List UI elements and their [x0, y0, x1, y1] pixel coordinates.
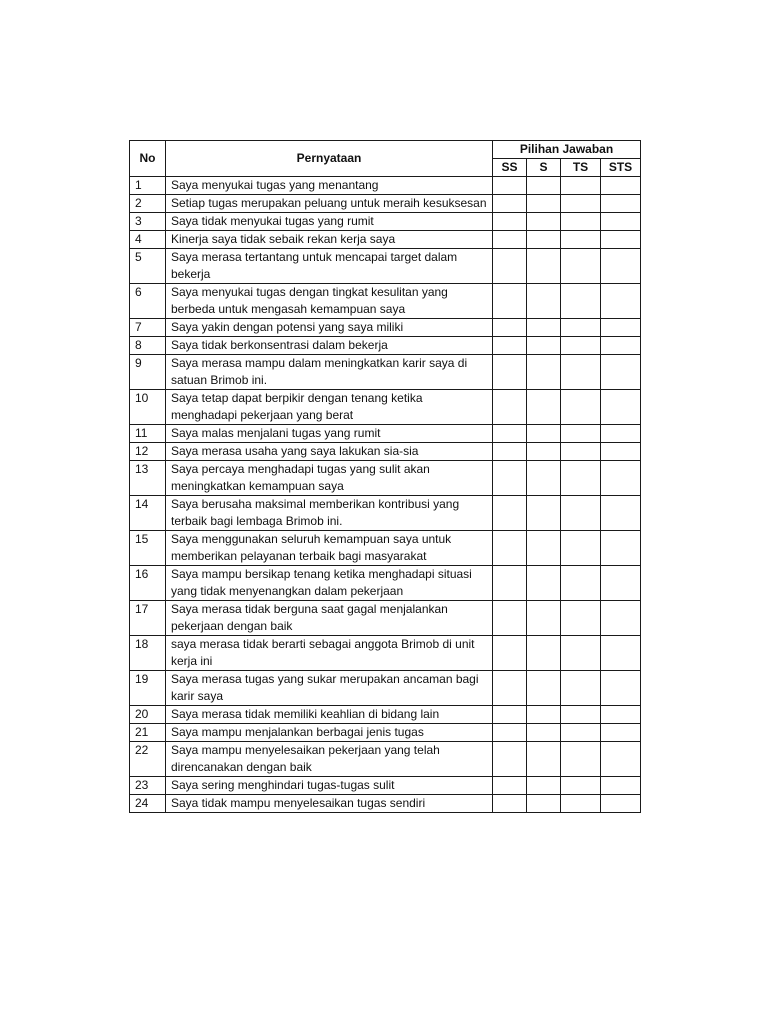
answer-cell-sts[interactable] [601, 319, 641, 337]
answer-cell-ts[interactable] [561, 337, 601, 355]
answer-cell-ss[interactable] [493, 724, 527, 742]
row-number: 18 [130, 636, 166, 671]
header-option-s: S [527, 159, 561, 177]
answer-cell-sts[interactable] [601, 496, 641, 531]
answer-cell-s[interactable] [527, 319, 561, 337]
statement-text: Saya percaya menghadapi tugas yang sulit akan meningkatkan kemampuan saya [166, 461, 493, 496]
answer-cell-ts[interactable] [561, 531, 601, 566]
answer-cell-ts[interactable] [561, 461, 601, 496]
answer-cell-sts[interactable] [601, 284, 641, 319]
answer-cell-ss[interactable] [493, 390, 527, 425]
statement-text: Saya menyukai tugas yang menantang [166, 177, 493, 195]
answer-cell-ss[interactable] [493, 177, 527, 195]
answer-cell-s[interactable] [527, 496, 561, 531]
answer-cell-ts[interactable] [561, 795, 601, 813]
row-number: 22 [130, 742, 166, 777]
statement-text: Saya mampu menjalankan berbagai jenis tugas [166, 724, 493, 742]
table-row [130, 531, 641, 566]
answer-cell-ss[interactable] [493, 636, 527, 671]
answer-cell-s[interactable] [527, 425, 561, 443]
statement-text: Saya merasa tertantang untuk mencapai target dalam bekerja [166, 249, 493, 284]
answer-cell-sts[interactable] [601, 461, 641, 496]
answer-cell-s[interactable] [527, 177, 561, 195]
table-row [130, 443, 641, 461]
table-row [130, 777, 641, 795]
row-number: 19 [130, 671, 166, 706]
statement-text: Saya berusaha maksimal memberikan kontribusi yang terbaik bagi lembaga Brimob ini. [166, 496, 493, 531]
statement-text: saya merasa tidak berarti sebagai anggota Brimob di unit kerja ini [166, 636, 493, 671]
answer-cell-s[interactable] [527, 636, 561, 671]
statement-text: Saya mampu menyelesaikan pekerjaan yang telah direncanakan dengan baik [166, 742, 493, 777]
row-number: 2 [130, 195, 166, 213]
answer-cell-s[interactable] [527, 213, 561, 231]
answer-cell-sts[interactable] [601, 531, 641, 566]
header-statement: Pernyataan [166, 141, 493, 177]
header-option-ss: SS [493, 159, 527, 177]
answer-cell-ts[interactable] [561, 195, 601, 213]
answer-cell-sts[interactable] [601, 177, 641, 195]
answer-cell-ss[interactable] [493, 706, 527, 724]
table-row [130, 390, 641, 425]
answer-cell-ts[interactable] [561, 671, 601, 706]
answer-cell-ss[interactable] [493, 601, 527, 636]
table-row [130, 319, 641, 337]
table-row [130, 636, 641, 671]
answer-cell-ss[interactable] [493, 195, 527, 213]
answer-cell-sts[interactable] [601, 566, 641, 601]
answer-cell-s[interactable] [527, 671, 561, 706]
row-number: 3 [130, 213, 166, 231]
statement-text: Setiap tugas merupakan peluang untuk meraih kesuksesan [166, 195, 493, 213]
answer-cell-sts[interactable] [601, 795, 641, 813]
questionnaire-table [129, 140, 641, 813]
answer-cell-sts[interactable] [601, 443, 641, 461]
table-row [130, 231, 641, 249]
answer-cell-ss[interactable] [493, 337, 527, 355]
table-header [130, 141, 641, 177]
answer-cell-s[interactable] [527, 777, 561, 795]
table-row [130, 249, 641, 284]
answer-cell-s[interactable] [527, 337, 561, 355]
statement-text: Saya tidak menyukai tugas yang rumit [166, 213, 493, 231]
answer-cell-s[interactable] [527, 531, 561, 566]
row-number: 23 [130, 777, 166, 795]
answer-cell-ss[interactable] [493, 742, 527, 777]
answer-cell-ts[interactable] [561, 425, 601, 443]
statement-text: Saya yakin dengan potensi yang saya miliki [166, 319, 493, 337]
row-number: 21 [130, 724, 166, 742]
table-row [130, 795, 641, 813]
answer-cell-sts[interactable] [601, 777, 641, 795]
table-body [130, 177, 641, 813]
answer-cell-ts[interactable] [561, 231, 601, 249]
answer-cell-sts[interactable] [601, 355, 641, 390]
answer-cell-ts[interactable] [561, 601, 601, 636]
answer-cell-ts[interactable] [561, 706, 601, 724]
answer-cell-sts[interactable] [601, 390, 641, 425]
table-row [130, 355, 641, 390]
answer-cell-s[interactable] [527, 231, 561, 249]
answer-cell-sts[interactable] [601, 601, 641, 636]
statement-text: Saya sering menghindari tugas-tugas sulit [166, 777, 493, 795]
answer-cell-sts[interactable] [601, 671, 641, 706]
answer-cell-s[interactable] [527, 706, 561, 724]
questionnaire-sheet [129, 140, 640, 813]
statement-text: Saya merasa tugas yang sukar merupakan ancaman bagi karir saya [166, 671, 493, 706]
row-number: 12 [130, 443, 166, 461]
table-row [130, 724, 641, 742]
header-no: No [130, 141, 166, 177]
answer-cell-ts[interactable] [561, 177, 601, 195]
header-option-ts: TS [561, 159, 601, 177]
row-number: 14 [130, 496, 166, 531]
answer-cell-ss[interactable] [493, 355, 527, 390]
statement-text: Saya tetap dapat berpikir dengan tenang ketika menghadapi pekerjaan yang berat [166, 390, 493, 425]
table-row [130, 742, 641, 777]
header-option-sts: STS [601, 159, 641, 177]
table-row [130, 566, 641, 601]
answer-cell-ss[interactable] [493, 425, 527, 443]
row-number: 4 [130, 231, 166, 249]
answer-cell-sts[interactable] [601, 706, 641, 724]
answer-cell-sts[interactable] [601, 213, 641, 231]
answer-cell-ss[interactable] [493, 795, 527, 813]
statement-text: Saya tidak berkonsentrasi dalam bekerja [166, 337, 493, 355]
answer-cell-s[interactable] [527, 795, 561, 813]
answer-cell-ss[interactable] [493, 249, 527, 284]
answer-cell-ts[interactable] [561, 390, 601, 425]
answer-cell-sts[interactable] [601, 231, 641, 249]
answer-cell-ss[interactable] [493, 496, 527, 531]
table-row [130, 284, 641, 319]
answer-cell-s[interactable] [527, 601, 561, 636]
row-number: 11 [130, 425, 166, 443]
answer-cell-sts[interactable] [601, 337, 641, 355]
answer-cell-ss[interactable] [493, 319, 527, 337]
row-number: 9 [130, 355, 166, 390]
answer-cell-ts[interactable] [561, 443, 601, 461]
row-number: 6 [130, 284, 166, 319]
answer-cell-s[interactable] [527, 390, 561, 425]
answer-cell-sts[interactable] [601, 195, 641, 213]
row-number: 10 [130, 390, 166, 425]
answer-cell-s[interactable] [527, 249, 561, 284]
answer-cell-ts[interactable] [561, 724, 601, 742]
statement-text: Saya tidak mampu menyelesaikan tugas sendiri [166, 795, 493, 813]
table-row [130, 706, 641, 724]
row-number: 8 [130, 337, 166, 355]
answer-cell-ts[interactable] [561, 213, 601, 231]
answer-cell-ts[interactable] [561, 284, 601, 319]
table-row [130, 337, 641, 355]
answer-cell-ts[interactable] [561, 319, 601, 337]
table-row [130, 461, 641, 496]
answer-cell-s[interactable] [527, 461, 561, 496]
answer-cell-ss[interactable] [493, 213, 527, 231]
answer-cell-ss[interactable] [493, 461, 527, 496]
table-row [130, 425, 641, 443]
answer-cell-ts[interactable] [561, 355, 601, 390]
answer-cell-ss[interactable] [493, 284, 527, 319]
table-row [130, 177, 641, 195]
answer-cell-ss[interactable] [493, 566, 527, 601]
row-number: 24 [130, 795, 166, 813]
row-number: 20 [130, 706, 166, 724]
answer-cell-sts[interactable] [601, 742, 641, 777]
answer-cell-s[interactable] [527, 355, 561, 390]
statement-text: Saya menyukai tugas dengan tingkat kesulitan yang berbeda untuk mengasah kemampuan saya [166, 284, 493, 319]
answer-cell-ts[interactable] [561, 777, 601, 795]
header-choice-group: Pilihan Jawaban [493, 141, 641, 159]
answer-cell-ss[interactable] [493, 531, 527, 566]
statement-text: Saya merasa mampu dalam meningkatkan karir saya di satuan Brimob ini. [166, 355, 493, 390]
table-row [130, 496, 641, 531]
answer-cell-s[interactable] [527, 724, 561, 742]
row-number: 15 [130, 531, 166, 566]
answer-cell-sts[interactable] [601, 636, 641, 671]
answer-cell-ss[interactable] [493, 777, 527, 795]
answer-cell-sts[interactable] [601, 249, 641, 284]
answer-cell-s[interactable] [527, 195, 561, 213]
answer-cell-ts[interactable] [561, 496, 601, 531]
statement-text: Saya merasa tidak berguna saat gagal menjalankan pekerjaan dengan baik [166, 601, 493, 636]
answer-cell-sts[interactable] [601, 724, 641, 742]
statement-text: Saya merasa usaha yang saya lakukan sia-sia [166, 443, 493, 461]
row-number: 5 [130, 249, 166, 284]
answer-cell-ts[interactable] [561, 742, 601, 777]
answer-cell-ts[interactable] [561, 566, 601, 601]
answer-cell-s[interactable] [527, 284, 561, 319]
answer-cell-ts[interactable] [561, 636, 601, 671]
row-number: 17 [130, 601, 166, 636]
answer-cell-ss[interactable] [493, 443, 527, 461]
answer-cell-ss[interactable] [493, 231, 527, 249]
answer-cell-sts[interactable] [601, 425, 641, 443]
answer-cell-ts[interactable] [561, 249, 601, 284]
table-row [130, 671, 641, 706]
table-row [130, 213, 641, 231]
answer-cell-s[interactable] [527, 742, 561, 777]
statement-text: Saya merasa tidak memiliki keahlian di bidang lain [166, 706, 493, 724]
row-number: 7 [130, 319, 166, 337]
statement-text: Saya menggunakan seluruh kemampuan saya untuk memberikan pelayanan terbaik bagi masyarakat [166, 531, 493, 566]
table-row [130, 195, 641, 213]
statement-text: Kinerja saya tidak sebaik rekan kerja saya [166, 231, 493, 249]
table-row [130, 601, 641, 636]
statement-text: Saya mampu bersikap tenang ketika menghadapi situasi yang tidak menyenangkan dalam pekerjaan [166, 566, 493, 601]
answer-cell-s[interactable] [527, 443, 561, 461]
answer-cell-ss[interactable] [493, 671, 527, 706]
row-number: 13 [130, 461, 166, 496]
row-number: 16 [130, 566, 166, 601]
statement-text: Saya malas menjalani tugas yang rumit [166, 425, 493, 443]
answer-cell-s[interactable] [527, 566, 561, 601]
row-number: 1 [130, 177, 166, 195]
